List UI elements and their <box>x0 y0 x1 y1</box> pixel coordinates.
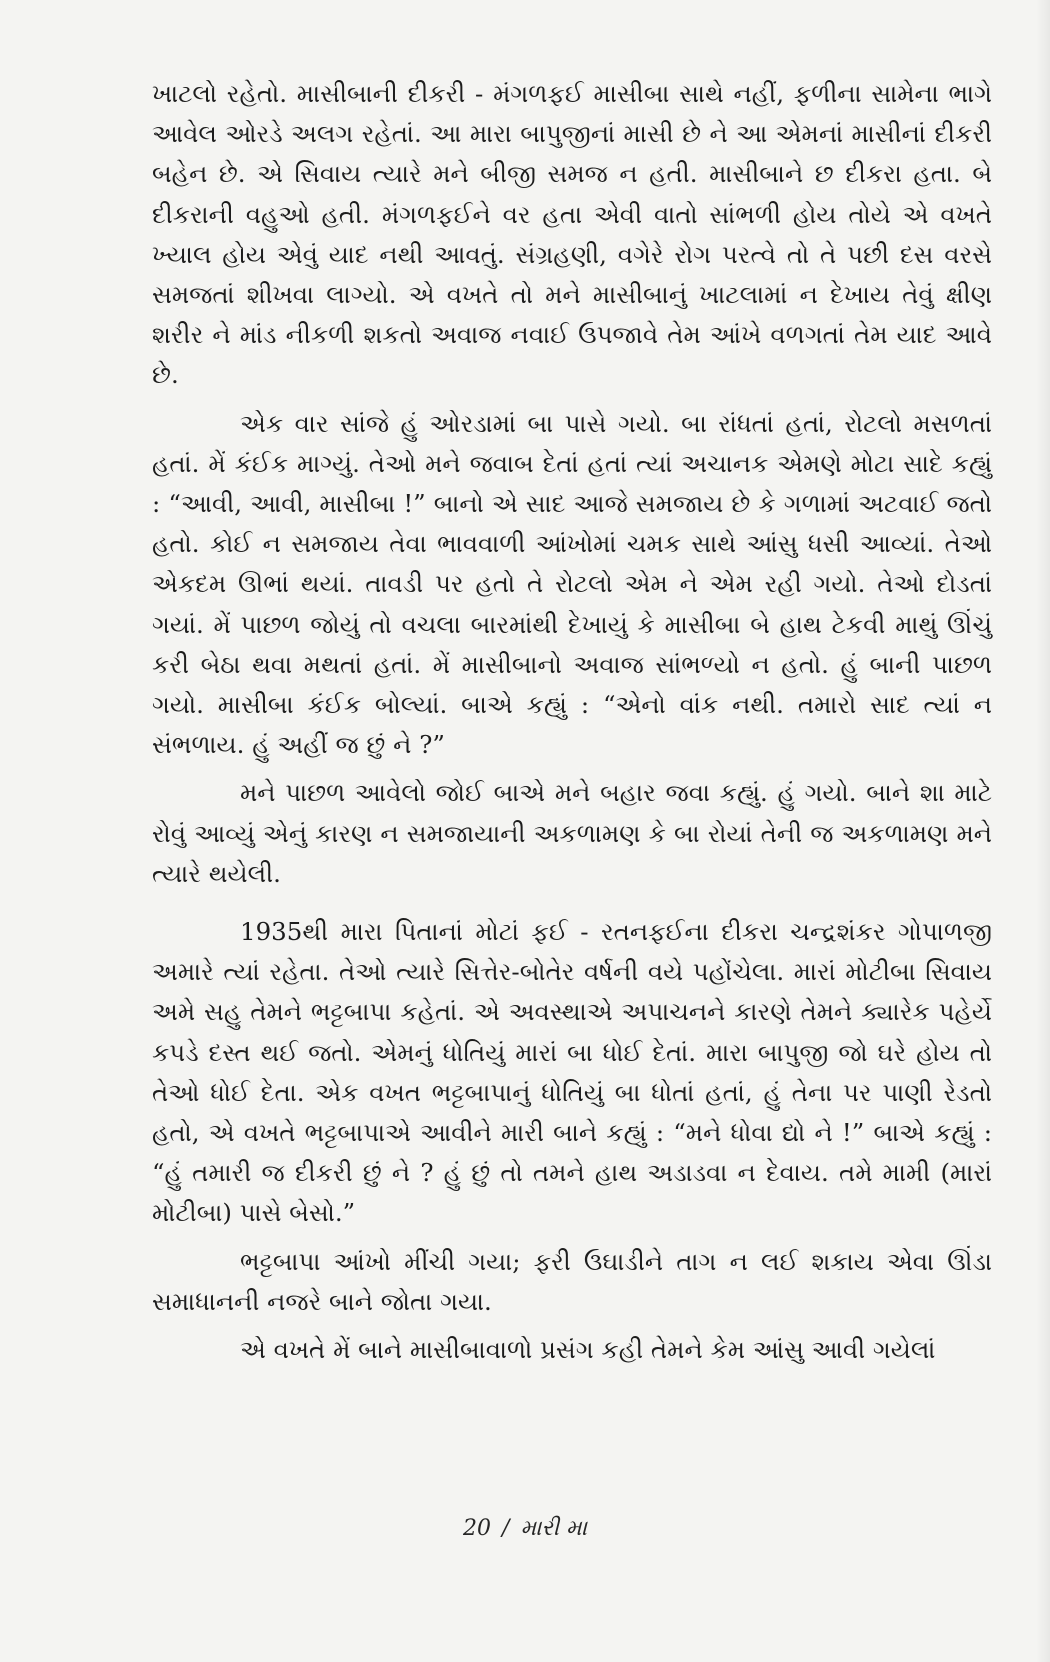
footer-separator: / <box>502 1516 510 1541</box>
page-footer <box>0 1516 1050 1541</box>
page-number: 20 <box>463 1516 492 1541</box>
paragraph-3: મને પાછળ આવેલો જોઈ બાએ મને બહાર જવા કહ્યું. હું ગયો. બાને શા માટે રોવું આવ્યું એનું કારણ ન સમજાયાની અકળામણ કે બા રોયાં તેની જ અકળામણ મને ત્યારે થયેલી. <box>152 778 992 888</box>
paragraph-4: 1935થી મારા પિતાનાં મોટાં ફઈ - રતનફઈના દીકરા ચન્દ્રશંકર ગોપાળજી અમારે ત્યાં રહેતા. તેઓ ત્યારે સિત્તેર-બોતેર વર્ષની વયે પહોંચેલા. મારાં મોટીબા સિવાય અમે સહુ તેમને ભટ્ટબાપા કહેતાં. એ અવસ્થાએ અપાચનને કારણે તેમને ક્યારેક પહેર્યે કપડે દસ્ત થઈ જતો. એમનું ધોતિયું મારાં બા ધોઈ દેતાં. મારા બાપુજી જો ઘરે હોય તો તેઓ ધોઈ દેતા. એક વખત ભટ્ટબાપાનું ધોતિયું બા ધોતાં હતાં, હું તેના પર પાણી રેડતો હતો, એ વખતે ભટ્ટબાપાએ આવીને મારી બાને કહ્યું : “મને ધોવા દ્યો ને !” બાએ કહ્યું : “હું તમારી જ દીકરી છું ને ? હું છું તો તમને હાથ અડાડવા ન દેવાય. તમે મામી (મારાં મોટીબા) પાસે બેસો.” <box>152 917 992 1228</box>
book-title: મારી મા <box>520 1516 587 1541</box>
page-body <box>152 74 992 1378</box>
paragraph-6: એ વખતે મેં બાને માસીબાવાળો પ્રસંગ કહી તેમને કેમ આંસુ આવી ગયેલાં <box>240 1335 936 1365</box>
paragraph-1: ખાટલો રહેતો. માસીબાની દીકરી - મંગળફઈ માસીબા સાથે નહીં, ફળીના સામેના ભાગે આવેલ ઓરડે અલગ રહેતાં. આ મારા બાપુજીનાં માસી છે ને આ એમનાં માસીનાં દીકરી બહેન છે. એ સિવાય ત્યારે મને બીજી સમજ ન હતી. માસીબાને છ દીકરા હતા. બે દીકરાની વહુઓ હતી. મંગળફઈને વર હતા એવી વાતો સાંભળી હોય તોયે એ વખતે ખ્યાલ હોય એવું યાદ નથી આવતું. સંગ્રહણી, વગેરે રોગ પરત્વે તો તે પછી દસ વરસે સમજતાં શીખવા લાગ્યો. એ વખતે તો મને માસીબાનું ખાટલામાં ન દેખાય તેવું ક્ષીણ શરીર ને માંડ નીકળી શકતો અવાજ નવાઈ ઉપજાવે તેમ આંખે વળગતાં તેમ યાદ આવે છે. <box>152 79 992 390</box>
paragraph-2: એક વાર સાંજે હું ઓરડામાં બા પાસે ગયો. બા રાંધતાં હતાં, રોટલો મસળતાં હતાં. મેં કંઈક માગ્યું. તેઓ મને જવાબ દેતાં હતાં ત્યાં અચાનક એમણે મોટા સાદે કહ્યું : “આવી, આવી, માસીબા !” બાનો એ સાદ આજે સમજાય છે કે ગળામાં અટવાઈ જતો હતો. કોઈ ન સમજાય તેવા ભાવવાળી આંખોમાં ચમક સાથે આંસુ ધસી આવ્યાં. તેઓ એકદમ ઊભાં થયાં. તાવડી પર હતો તે રોટલો એમ ને એમ રહી ગયો. તેઓ દોડતાં ગયાં. મેં પાછળ જોયું તો વચલા બારમાંથી દેખાયું કે માસીબા બે હાથ ટેકવી માથું ઊંચું કરી બેઠા થવા મથતાં હતાં. મેં માસીબાનો અવાજ સાંભળ્યો ન હતો. હું બાની પાછળ ગયો. માસીબા કંઈક બોલ્યાં. બાએ કહ્યું : “એનો વાંક નથી. તમારો સાદ ત્યાં ન સંભળાય. હું અહીં જ છું ને ?” <box>152 408 992 760</box>
paragraph-5: ભટ્ટબાપા આંખો મીંચી ગયા; ફરી ઉઘાડીને તાગ ન લઈ શકાય એવા ઊંડા સમાધાનની નજરે બાને જોતા ગયા. <box>152 1246 992 1316</box>
